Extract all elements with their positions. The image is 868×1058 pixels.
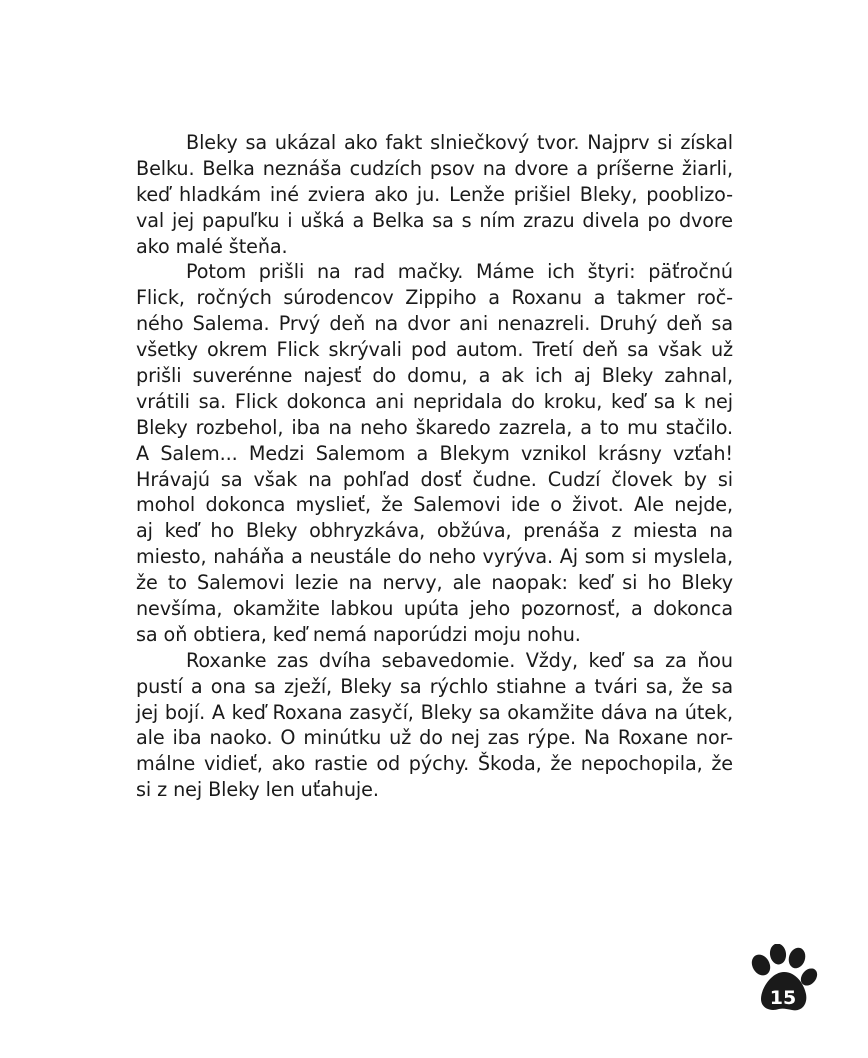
text-line: A Salem... Medzi Salemom a Blekym vznikol krásny vzťah! — [136, 441, 733, 465]
text-line: všetky okrem Flick skrývali pod autom. Tretí deň sa však už — [136, 338, 733, 362]
paw-toe — [769, 944, 788, 966]
paragraph-2 — [136, 259, 733, 647]
text-line: ného Salema. Prvý deň na dvor ani nenazreli. Druhý deň sa — [136, 312, 733, 336]
text-line: keď hladkám iné zviera ako ju. Lenže prišiel Bleky, pooblizo- — [136, 182, 733, 206]
paw-toe — [748, 951, 774, 979]
text-line: Belku. Belka neznáša cudzích psov na dvore a príšerne žiarli, — [136, 156, 733, 180]
text-line: si z nej Bleky len uťahuje. — [136, 778, 379, 802]
text-line: miesto, naháňa a neustále do neho vyrýva. Aj som si myslela, — [136, 545, 733, 569]
page-number: 15 — [769, 987, 797, 1009]
text-line: že to Salemovi lezie na nervy, ale naopak: keď si ho Bleky — [136, 571, 733, 595]
text-line: aj keď ho Bleky obhryzkáva, obžúva, prenáša z miesta na — [136, 519, 733, 543]
paw-print-graphic — [746, 944, 818, 1016]
text-line: Flick, ročných súrodencov Zippiho a Roxanu a takmer roč- — [136, 286, 733, 310]
text-line: Roxanke zas dvíha sebavedomie. Vždy, keď sa za ňou — [186, 648, 733, 672]
paw-print-icon — [746, 944, 818, 1016]
text-line: Bleky rozbehol, iba na neho škaredo zazrela, a to mu stačilo. — [136, 415, 733, 439]
text-line: Bleky sa ukázal ako fakt slniečkový tvor. Najprv si získal — [186, 131, 733, 154]
body-text — [136, 130, 733, 803]
paw-toe — [786, 946, 808, 971]
text-line: nevšíma, okamžite labkou upúta jeho pozornosť, a dokonca — [136, 597, 733, 621]
text-line: vrátili sa. Flick dokonca ani nepridala do kroku, keď sa k nej — [136, 389, 733, 413]
text-line: jej bojí. A keď Roxana zasyčí, Bleky sa okamžite dáva na útek, — [136, 700, 733, 724]
text-line: val jej papuľku i ušká a Belka sa s ním zrazu divela po dvore — [136, 208, 733, 232]
paragraph-1 — [136, 130, 733, 259]
text-line: mohol dokonca myslieť, že Salemovi ide o život. Ale nejde, — [136, 493, 733, 517]
text-line: Potom prišli na rad mačky. Máme ich štyri: päťročnú — [186, 260, 733, 284]
text-line: ako malé šteňa. — [136, 234, 288, 258]
text-line: pustí a ona sa zježí, Bleky sa rýchlo stiahne a tvári sa, že sa — [136, 674, 733, 698]
text-line: Hrávajú sa však na pohľad dosť čudne. Cudzí človek by si — [136, 467, 733, 491]
text-line: sa oň obtiera, keď nemá naporúdzi moju nohu. — [136, 622, 581, 646]
paragraph-3 — [136, 648, 733, 803]
text-line: prišli suverénne najesť do domu, a ak ich aj Bleky zahnal, — [136, 364, 733, 388]
text-line: málne vidieť, ako rastie od pýchy. Škoda, že nepochopila, že — [136, 752, 733, 776]
text-line: ale iba naoko. O minútku už do nej zas rýpe. Na Roxane nor- — [136, 726, 733, 750]
